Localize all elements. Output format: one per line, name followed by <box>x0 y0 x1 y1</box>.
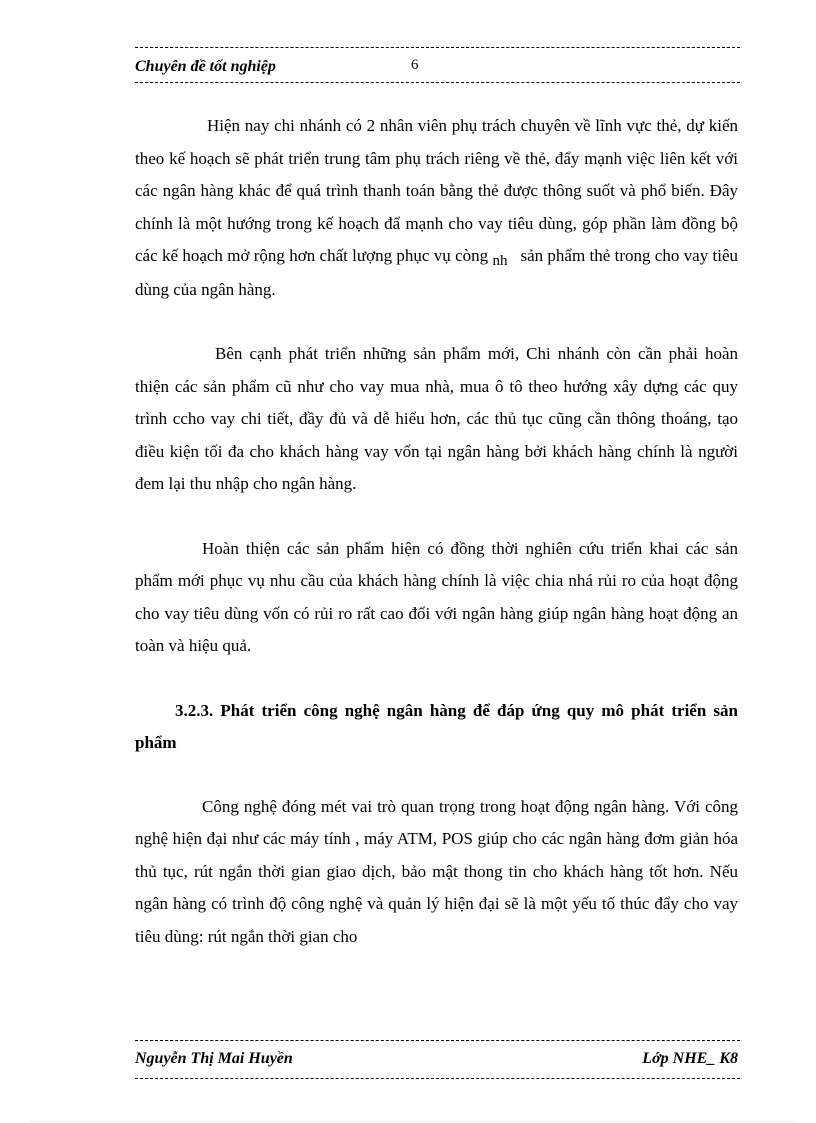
header-top-rule <box>135 47 740 48</box>
footer-class: Lớp NHE_ K8 <box>642 1050 738 1067</box>
section-heading: 3.2.3. Phát triển công nghệ ngân hàng để đáp ứng quy mô phát triển sản phẩm <box>135 700 738 752</box>
header-title: Chuyên đề tốt nghiệp <box>135 58 276 75</box>
footer-author: Nguyễn Thị Mai Huyền <box>135 1050 293 1067</box>
paragraph-existing-products: Bên cạnh phát triển những sản phẩm mới, Chi nhánh còn cần phải hoàn thiện các sản phẩm cũ như cho vay mua nhà, mua ô tô theo hướng xây dựng các quy trình ccho vay chi tiết, đầy đủ và dễ hiểu hơn, các thủ tục cũng cần thông thoáng, tạo điều kiện tối đa cho khách hàng vay vốn tại ngân hàng bởi khách hàng chính là người đem lại thu nhập cho ngân hàng. <box>135 344 738 493</box>
footer-top-rule <box>135 1040 740 1041</box>
page-edge <box>30 1121 796 1122</box>
paragraph-card-services <box>135 110 738 306</box>
page-number: 6 <box>411 57 419 73</box>
header-bottom-rule <box>135 82 740 83</box>
footer-bottom-rule <box>135 1078 740 1079</box>
document-body <box>135 110 738 953</box>
paragraph-card-services-end: sản phẩm thẻ trong cho vay tiêu dùng của ngân hàng. <box>135 246 739 299</box>
inline-correction: nh <box>492 253 508 269</box>
paragraph-risk-diversification: Hoàn thiện các sản phẩm hiện có đồng thời nghiên cứu triển khai các sản phẩm mới phục vụ nhu cầu của khách hàng chính là việc chia nhá rủi ro của hoạt động cho vay tiêu dùng vốn có rủi ro rất cao đối với ngân hàng giúp ngân hàng hoạt động an toàn và hiệu quả. <box>135 538 738 655</box>
paragraph-technology: Công nghệ đóng mét vai trò quan trọng trong hoạt động ngân hàng. Với công nghệ hiện đại như các máy tính , máy ATM, POS giúp cho các ngân hàng đơm giản hóa thủ tục, rút ngắn thời gian giao dịch, bảo mật thong tin cho khách hàng tốt hơn. Nếu ngân hàng có trình độ công nghệ và quản lý hiện đại sẽ là một yếu tố thúc đẩy cho vay tiêu dùng: rút ngắn thời gian cho <box>135 796 738 946</box>
paragraph-card-services-text: Hiện nay chi nhánh có 2 nhân viên phụ trách chuyên về lĩnh vực thẻ, dự kiến theo kế hoạch sẽ phát triển trung tâm phụ trách riêng về thẻ, đẩy mạnh việc liên kết với các ngân hàng khác để quá trình thanh toán bằng thẻ được thông suốt và phổ biến. Đây chính là một hướng trong kế hoạch đẩ mạnh cho vay tiêu dùng, góp phần làm đồng bộ các kế hoạch mở rộng hơn chất lượng phục vụ còng <box>135 116 738 265</box>
